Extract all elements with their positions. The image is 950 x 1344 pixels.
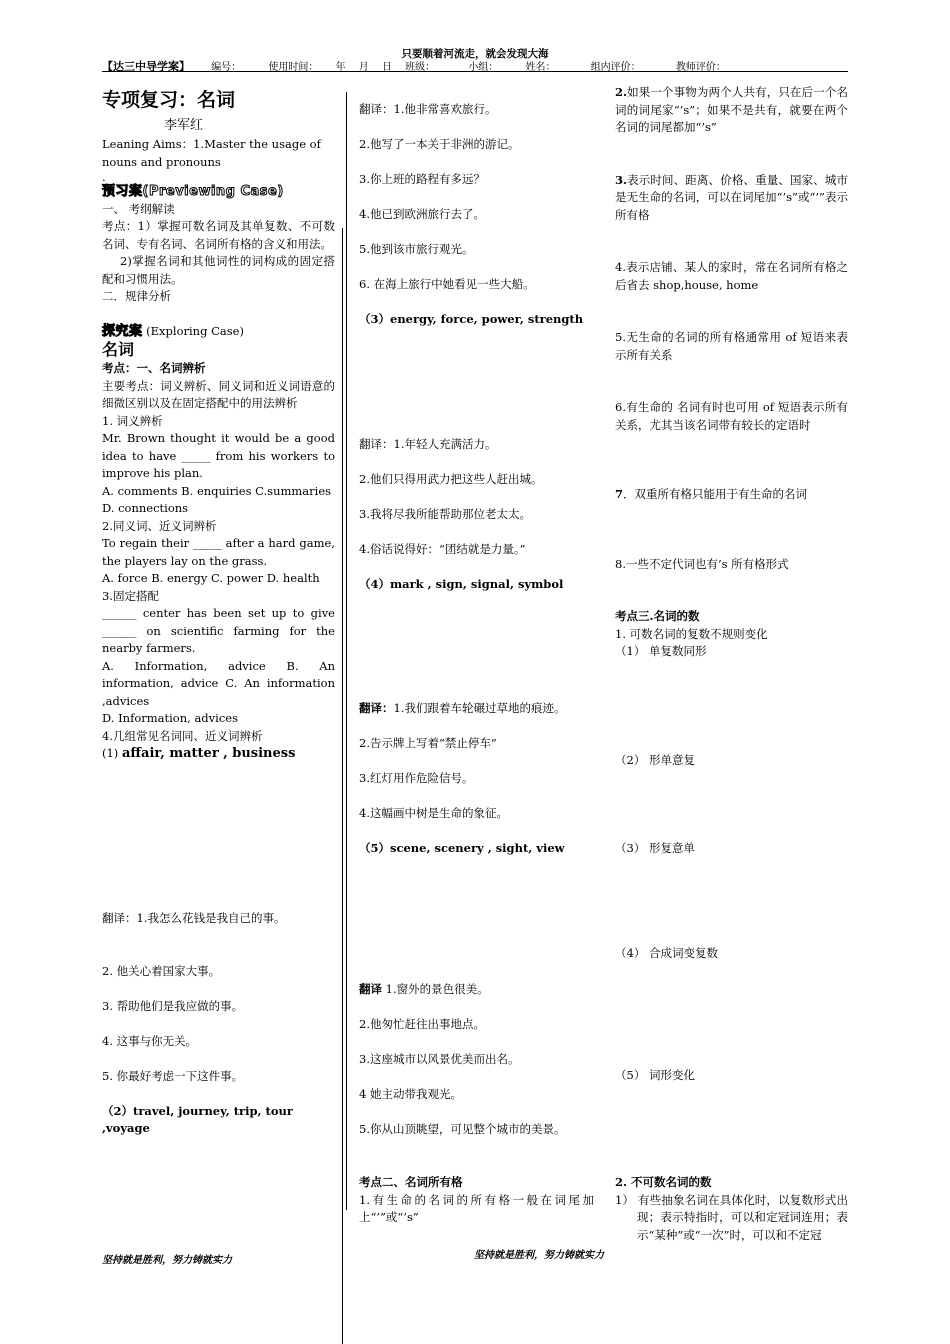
translation-1-4: 4. 这事与你无关。: [102, 1033, 198, 1048]
exam-point-one-desc: 主要考点：词义辨析、同义词和近义词语意的细微区别以及在固定搭配中的用法辨析: [102, 378, 335, 410]
group-1-words: affair, matter , business: [121, 746, 296, 761]
translation-1-2: 2. 他关心着国家大事。: [102, 963, 221, 978]
mark-translation-3: 3.红灯用作危险信号。: [359, 771, 474, 785]
group-4-words: （4）mark , sign, signal, symbol: [359, 577, 564, 591]
middle-column-energy: [359, 436, 594, 594]
plural-compound-words: （4） 合成词变复数: [615, 945, 718, 960]
plural-irregular-heading: 1. 可数名词的复数不规则变化: [615, 626, 768, 641]
energy-translation-1: 翻译：1.年轻人充满活力。: [359, 437, 497, 451]
exam-point-two: 考点二、名词所有格: [359, 1175, 463, 1189]
page-title: 专项复习：名词: [102, 89, 236, 111]
header-rule: [102, 71, 848, 72]
rule-analysis-heading: 二．规律分析: [102, 289, 171, 303]
exam-point-one: 考点：一、名词辨析: [102, 361, 206, 375]
energy-translation-2: 2.他们只得用武力把这些人赶出城。: [359, 472, 543, 486]
header-field-day: 日: [381, 62, 392, 73]
exam-point-1: 考点：1）掌握可数名词及其单复数、不可数名词、专有名词、名词所有格的含义和用法。: [102, 219, 335, 251]
travel-translation-5: 5.他到该市旅行观光。: [359, 242, 474, 256]
question-2: To regain their _____ after a hard game, the players lay on the grass.: [102, 536, 335, 568]
group-2-words: （2）travel, journey, trip, tour ,voyage: [102, 1103, 293, 1135]
plural-plural-form-singular-meaning: （3） 形复意单: [615, 840, 695, 855]
translation-1-3: 3. 帮助他们是我应做的事。: [102, 998, 244, 1013]
plural-word-form-change: （5） 词形变化: [615, 1068, 695, 1082]
question-1: Mr. Brown thought it would be a good idea to have _____ from his workers to improve his plan.: [102, 431, 335, 480]
right-column: [615, 84, 848, 661]
scene-translation-2: 2.他匆忙赶往出事地点。: [359, 1017, 485, 1031]
header-field-peer-eval: 组内评价：: [590, 62, 641, 73]
aims-dot: .: [102, 170, 106, 184]
footer-motto-left: 坚持就是胜利，努力铸就实力: [102, 1255, 232, 1266]
middle-column-mark: [359, 700, 594, 858]
right-column-uncountable: [615, 1174, 848, 1244]
header-field-class: 班级：: [405, 62, 436, 73]
question-2-options: A. force B. energy C. power D. health: [102, 571, 320, 585]
plural-singular-form-plural-meaning: （2） 形单意复: [615, 753, 695, 767]
possessive-rule-7-number: 7: [615, 487, 624, 501]
travel-translation-4: 4.他已到欧洲旅行去了。: [359, 207, 485, 221]
header-field-number: 编号：: [211, 62, 242, 73]
column-divider-inner: [346, 92, 347, 1210]
section-synonyms: 2.同义词、近义词辨析: [102, 518, 217, 533]
author-name: 李军红: [164, 118, 204, 133]
header-field-year: 年: [335, 62, 346, 73]
question-1-options-a: A. comments B. enquiries C.summaries: [102, 483, 332, 498]
header-field-date: 使用时间：: [268, 62, 319, 73]
page-motto: 只要顺着河流走，就会发现大海: [401, 48, 549, 60]
possessive-rule-2: 如果一个事物为两个人共有，只在后一个名词的词尾家“’s”；如果不是共有，就要在两个名词的词尾都加“’s”: [615, 85, 848, 134]
middle-column-possessive: [359, 1174, 594, 1227]
uncountable-heading: 2. 不可数名词的数: [615, 1175, 712, 1189]
scene-translation-1: 1.窗外的景色很美。: [382, 982, 489, 996]
question-3-options-a: A. Information, advice B. An information, advice C. An information ,advices: [102, 658, 335, 708]
header-field-month: 月: [358, 62, 369, 73]
outline-heading: 一、 考纲解读: [102, 201, 175, 216]
column-divider-outer: [342, 228, 343, 1344]
translation-1-5: 5. 你最好考虑一下这件事。: [102, 1068, 244, 1083]
possessive-rule-5: 5.无生命的名词的所有格通常用 of 短语来表示所有关系: [615, 330, 848, 362]
footer-motto-center: 坚持就是胜利，努力铸就实力: [474, 1250, 604, 1261]
question-3: ______ center has been set up to give ______ on scientific farming for the nearby farmers.: [102, 606, 335, 655]
possessive-rule-2-number: 2.: [615, 85, 628, 99]
group-1-number: (1): [102, 746, 122, 760]
right-column-plurals: [615, 752, 848, 1085]
possessive-rule-7: ．双重所有格只能用于有生命的名词: [623, 487, 808, 501]
scene-translation-3: 3.这座城市以风景优美而出名。: [359, 1052, 520, 1066]
mark-translation-4: 4.这幅画中树是生命的象征。: [359, 806, 508, 820]
question-1-options-b: D. connections: [102, 501, 189, 515]
possessive-rule-8: 8.一些不定代词也有’s 所有格形式: [615, 556, 789, 571]
possessive-rule-4: 4.表示店铺、某人的家时，常在名词所有格之后省去 shop,house, home: [615, 260, 848, 292]
plural-same-form: （1） 单复数同形: [615, 644, 707, 658]
exam-point-three: 考点三.名词的数: [615, 609, 700, 623]
school-label: 【达三中导学案】: [102, 60, 190, 73]
noun-heading: 名词: [102, 340, 135, 359]
section-synonym-groups: 4.几组常见名词同、近义词辨析: [102, 728, 263, 743]
left-column-translations: [102, 910, 335, 1138]
question-3-options-b: D. Information, advices: [102, 711, 238, 725]
header-field-name: 姓名：: [525, 62, 556, 73]
left-column: [102, 88, 335, 763]
scene-translation-5: 5.你从山顶眺望，可见整个城市的美景。: [359, 1122, 566, 1136]
header-field-teacher-eval: 教师评价：: [675, 62, 726, 73]
mark-translation-label: 翻译：: [359, 701, 394, 715]
possessive-rule-6: 6.有生命的 名词有时也可用 of 短语表示所有关系，尤其当该名词带有较长的定语时: [615, 400, 848, 432]
middle-column-scene: [359, 981, 594, 1139]
learning-aims: Leaning Aims：1.Master the usage of nouns and pronouns: [102, 137, 321, 169]
possessive-rule-1: 1.有生命的名词的所有格一般在词尾加上“’”或“’s”: [359, 1192, 594, 1224]
middle-column: [359, 101, 594, 329]
group-3-words: （3）energy, force, power, strength: [359, 312, 584, 326]
energy-translation-3: 3.我将尽我所能帮助那位老太太。: [359, 507, 531, 521]
exam-point-2: 2)掌握名词和其他词性的词构成的固定搭配和习惯用法。: [102, 254, 335, 286]
section-collocation: 3.固定搭配: [102, 588, 159, 603]
mark-translation-1: 1.我们跟着车轮碾过草地的痕迹。: [393, 701, 566, 715]
travel-translation-2: 2.他写了一本关于非洲的游记。: [359, 137, 520, 151]
preview-case-heading: 预习案(Previewing Case): [102, 184, 284, 199]
scene-translation-label: 翻译: [359, 982, 382, 996]
uncountable-rule-1: 1） 有些抽象名词在具体化时，以复数形式出现；表示特指时，可以和定冠词连用；表示“某种”或“一次”时，可以和不定冠: [615, 1192, 848, 1242]
explore-case-heading: 探究案: [102, 323, 143, 339]
travel-translation-6: 6. 在海上旅行中她看见一些大船。: [359, 277, 535, 291]
translation-1-1: 翻译：1.我怎么花钱是我自己的事。: [102, 911, 286, 925]
group-5-words: （5）scene, scenery , sight, view: [359, 841, 565, 855]
mark-translation-2: 2.告示牌上写着“禁止停车”: [359, 736, 497, 750]
section-word-meaning: 1. 词义辨析: [102, 413, 163, 428]
travel-translation-1: 翻译：1.他非常喜欢旅行。: [359, 102, 497, 116]
travel-translation-3: 3.你上班的路程有多远？: [359, 172, 485, 186]
scene-translation-4: 4 她主动带我观光。: [359, 1087, 462, 1101]
possessive-rule-3: 表示时间、距离、价格、重量、国家、城市是无生命的名词，可以在词尾加“’s”或“’”表示所有格: [615, 172, 848, 222]
energy-translation-4: 4.俗话说得好：“团结就是力量。”: [359, 542, 526, 556]
explore-case-english: (Exploring Case): [142, 323, 244, 338]
possessive-rule-3-number: 3.: [615, 172, 628, 187]
header-field-group: 小组：: [468, 62, 499, 73]
